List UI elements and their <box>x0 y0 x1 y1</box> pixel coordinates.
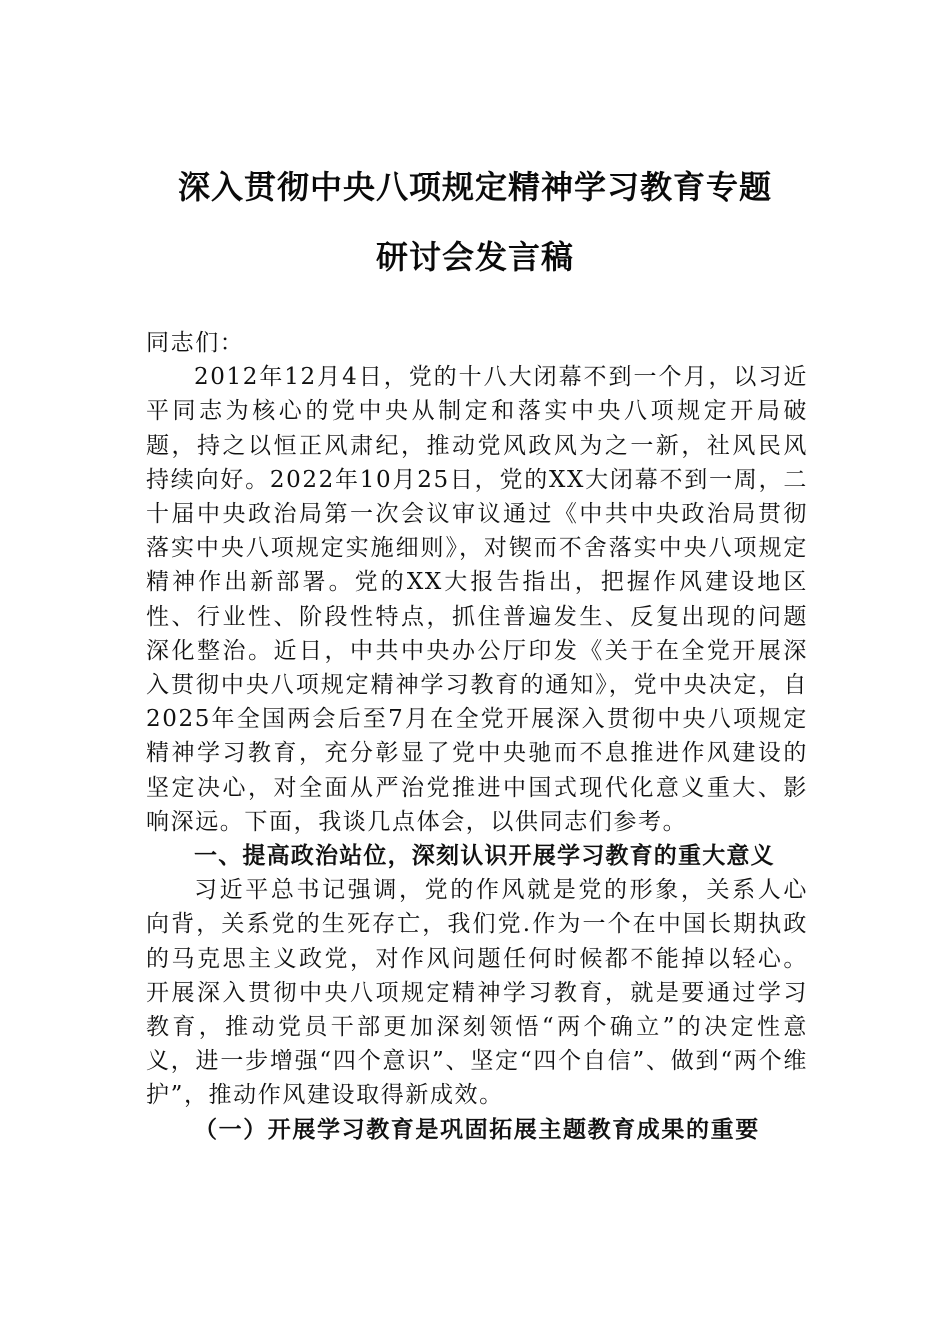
subsection-1-heading: （一）开展学习教育是巩固拓展主题教育成果的重要 <box>194 1115 760 1143</box>
section-1-paragraph: 习近平总书记强调，党的作风就是党的形象，关系人心向背，关系党的生死存亡，我们党.作为一个在中国长期执政的马克思主义政党，对作风问题任何时候都不能掉以轻心。开展深入贯彻中央八项规定精神学习教育，就是要通过学习教育，推动党员干部更加深刻领悟“两个确立”的决定性意义，进一步增强“四个意识”、坚定“四个自信”、做到“两个维护”，推动作风建设取得新成效。 <box>146 877 808 1109</box>
document-title-line-2: 研讨会发言稿 <box>375 238 574 276</box>
salutation: 同志们： <box>146 330 245 356</box>
section-1-heading: 一、提高政治站位，深刻认识开展学习教育的重大意义 <box>194 843 775 870</box>
document-title-line-1: 深入贯彻中央八项规定精神学习教育专题 <box>177 168 772 206</box>
intro-paragraph: 2012年12月4日，党的十八大闭幕不到一个月，以习近平同志为核心的党中央从制定和落实中央八项规定开局破题，持之以恒正风肃纪，推动党风政风为之一新，社风民风持续向好。2022年10月25日，党的XX大闭幕不到一周，二十届中央政治局第一次会议审议通过《中共中央政治局贯彻落实中央八项规定实施细则》，对锲而不舍落实中央八项规定精神作出新部署。党的XX大报告指出，把握作风建设地区性、行业性、阶段性特点，抓住普遍发生、反复出现的问题深化整治。近日，中共中央办公厅印发《关于在全党开展深入贯彻中央八项规定精神学习教育的通知》，党中央决定，自2025年全国两会后至7月在全党开展深入贯彻中央八项规定精神学习教育，充分彰显了党中央驰而不息推进作风建设的坚定决心，对全面从严治党推进中国式现代化意义重大、影响深远。下面，我谈几点体会，以供同志们参考。 <box>146 364 808 835</box>
document-body <box>146 326 808 1147</box>
